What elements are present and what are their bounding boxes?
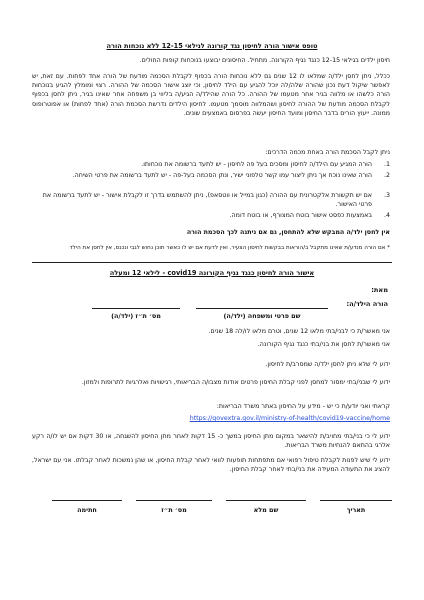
signature-line[interactable] [52,500,122,501]
consent-title: אישור הורה לחיסון כנגד נגיף הקורונה covid19 - לילאי 12 ומעלה [109,269,315,277]
child-id-line[interactable] [92,308,180,309]
moh-info-link[interactable]: https://govextra.gov.il/ministry-of-health/covid19-vaccine/home [189,415,390,422]
method-number: 1. [383,161,390,168]
warning-text: אין לחסן ילד/ה המבקש שלא להתחסן, גם אם ניתנה לכך הסכמת הורה [186,229,390,236]
date-line[interactable] [320,500,392,501]
statement-health-info: ידוע לי שבני/בתי ימסור למחסן לפני קבלת החיסון פרטים אודות מצבו/ה הבריאותי, רגישויות ואלרגיות לתרופות ולמזון. [81,379,390,386]
id-number-line[interactable] [136,500,212,501]
signature-label: חתימה [77,506,97,514]
info-link-row [32,414,390,423]
statement-age: אני מאשר/ת כי לבני/בתי מלאו 12 שנים, וטרם מלאו לו/לה 18 שנים. [208,328,390,335]
id-number-label: מס׳ ת״ז [161,506,187,514]
form-title: טופס אישור הורה לחיסון נגד קורונה לנילאי 12-15 ללא נוכחות הורה [106,42,318,50]
method-text: הורה המגיע עם הילד/ה לחיסון ומסכים בעל פה לחיסון - יש לתעד ברשומה את נוכחותו. [141,161,372,168]
full-name-label: שם מלא [253,506,279,514]
statement-observation: ידוע לי כי בני/בתי מחויב/ת להישאר במקום מתן החיסון במשך כ- 15 דקות לאחר מתן החיסון להשגחה, או 30 דקות אם יש לו/ה רקע אלרגי בהתאם להנחיות משרד הבריאות. [32,433,390,450]
method-text: אם יש תקשורת אלקטרונית עם ההורה (כגון במייל או ווטסאפ), ניתן להשתמש בדרך זו לקבלת אישור - יש לתעד ברשומה את פרטי האישור. [42,192,372,209]
method-text: הורה שאינו נוכח אך ניתן ליצור עמו קשר טלפוני ישיר, ונתן הסכמה בעל-פה - יש לתעד ברשומה את פרטי השיחה. [72,172,372,179]
section-divider [32,262,392,263]
from-label: מאת: [371,286,388,294]
child-label: הורה הילד/ה: [346,300,388,308]
intro-text: חיסון ילדים בגילאי 12-15 כנגד נגיף הקורונה. מתחיל. החיסונים יבוצעו בנוכחות קופות החולים. [139,57,390,64]
method-number: 4. [383,212,390,219]
method-item [32,191,390,209]
method-number: 2. [383,172,390,179]
footnote-text: * אם הורה מנדע/ת שאינו מתקבל ב/הוראות בבקשות לחיסון הצעיר, ואין לדעת אם יש לו כאשר תוכן נחוש לגבי ונכנס, אין לחסן את הילד [69,245,390,251]
statement-refusal: ידוע לי שלא ניתן לחסן ילד/ה שמסרב/ת לחיסון. [265,361,390,368]
methods-intro: ניתן לקבל הסכמת הורה באחת מכמה הדרכים: [265,149,390,156]
child-id-caption: מס׳ ת״ז (ילד/ה) [111,312,161,320]
child-name-line[interactable] [196,308,328,309]
method-item [32,160,390,169]
method-text: באמצעות כפסט אישור בוטח המצורף, או בוטח דומה. [229,212,372,219]
statement-read-info: קראתי ואני יודע/ת כי יש - מידע על החיסון באתר משרד הבריאות: [216,403,390,410]
paragraph-guidelines: ככלל, ניתן לחסן ילד/ה שמלאו לו 12 שנים גם ללא נוכחות הורה בכפוף לקבלת הסכמה מודעת של הורה אחד לפחות. עם זאת, יש לאפשר שיקול דעת נכון שהורה שלה/לה יוכל להגיע עם הילד לחיסון, וכי יוצג אישור הסכמה של ההורה. רצוי ומומלץ להגיע בנוכחות הורה כלשהו או מלווה בגיר אחר מטעמו של ההורה. כל הורה שהילד/ה הגיע/ה בליווי בן משפחה אחר שאינו בגיר, ניתן לחסן בכפוף לקבלת הסכמה מודעת של ההורה לחיסון ושהמלווה מוסמך מטעמו. לחיסון הילדים נדרשת הסכמת הורה (אחד לפחות) או אפוטרופוס ממונה. ייעוץ הורים בדבר החיסון ומועד החיסון יעשה בפרסום באמצעים שונים. [32,73,390,117]
method-item [32,211,390,220]
method-number: 3. [383,192,390,199]
child-name-caption: שם פרטי ומשפחה (ילד/ה) [223,312,301,320]
statement-vaccinate: אני מאשר/ת לחסן את בני/בתי כנגד נגיף הקורונה. [257,341,390,348]
date-label: תאריך [346,506,366,514]
method-item [32,171,390,180]
statement-side-effects: ידוע לי שיש לפנות לקבלת טיפול רפואי אם מתפתחות תופעות לוואי לאחר קבלת החיסון, או שהן נמשכות לאחר קבלתו. אני עם ישראל, להציג את התעודה המעידה את בני/בתי לאחר קבלת החיסון. [32,457,390,474]
full-name-line[interactable] [226,500,306,501]
